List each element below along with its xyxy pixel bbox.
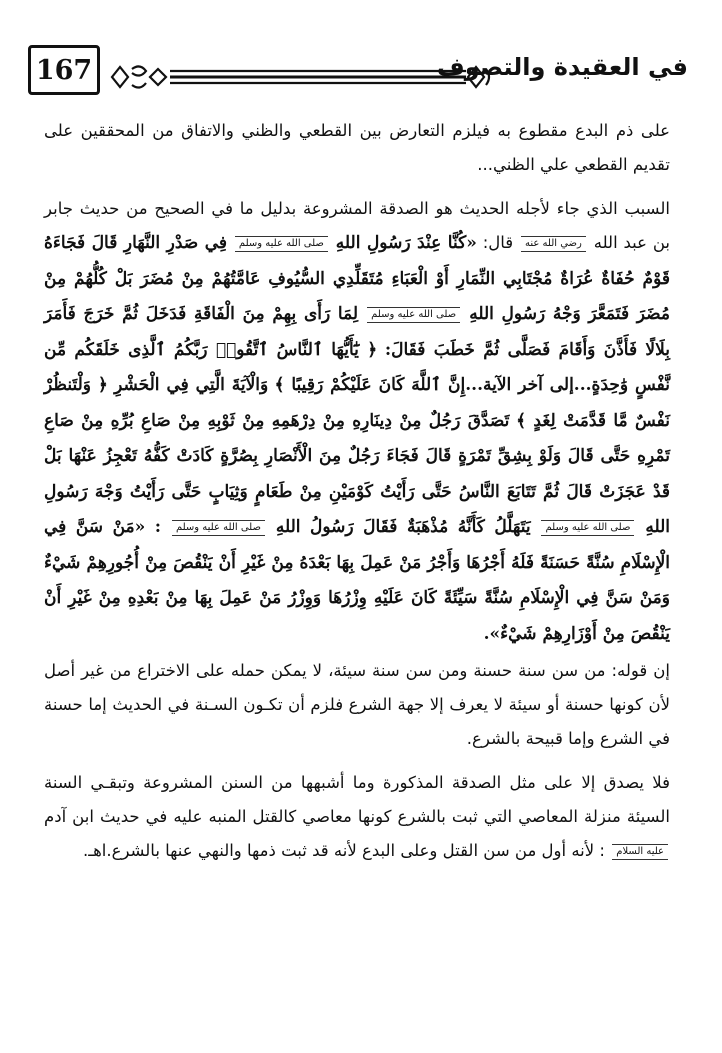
quran-verse-1: ﴿ يَٰٓأَيُّهَا ٱلنَّاسُ ٱتَّقُوا۟ رَبَّكُمُ ٱلَّذِى خَلَقَكُم مِّن نَّفْسٍ وَٰحِدَةٍ...إلى آخر الآية...إِنَّ ٱللَّهَ كَانَ عَلَيْكُمْ رَقِيبًا ﴾ — [44, 339, 671, 395]
page-header — [28, 45, 688, 103]
paragraph-1 — [44, 114, 670, 182]
hadith-part-4: وَالْآيَةَ الَّتِي فِي الْحَشْرِ — [114, 375, 269, 395]
running-title: في العقيدة والتصوف — [436, 53, 688, 81]
paragraph-2-text: السبب الذي جاء لأجله الحديث هو الصدقة المشروعة بدليل ما في الصحيح من حديث جابر بن عبد الله — [44, 199, 670, 252]
paragraph-2 — [44, 192, 670, 652]
paragraph-5 — [44, 766, 670, 868]
paragraph-5-end: : لأنه أول من سن القتل وعلى البدع لأنه قد ثبت ذمها والنهي عنها بالشرع.اهـ. — [82, 841, 605, 860]
hadith-part-6: يَتَهَلَّلُ كَأَنَّهُ مُذْهَبَةٌ فَقَالَ رَسُولُ اللهِ — [275, 517, 531, 537]
paragraph-5-text: فلا يصدق إلا على مثل الصدقة المذكورة وما أشبهها من السنن المشروعة وتبقـي السنة السيئة منزلة المعاصي التي ثبت بالشرع كونها معاصي كالقتل المنبه عليه في حديث ابن آدم — [44, 773, 670, 826]
alayhi-salam-ligature: عليه السلام — [612, 844, 668, 860]
quran-verse-2: ﴿ وَلْتَنظُرْ نَفْسٌ مَّا قَدَّمَتْ لِغَدٍ ﴾ — [44, 375, 671, 431]
page-number: 167 — [28, 45, 100, 95]
salutation-ligature: صلى الله عليه وسلم — [172, 520, 265, 536]
hadith-part-2: فِي صَدْرِ النَّهَارِ قَالَ فَجَاءَهُ قَوْمٌ حُفَاةٌ عُرَاةٌ مُجْتَابِي النِّمَارِ أَوْ الْعَبَاءِ مُتَقَلِّدِي السُّيُوفِ عَامَّتُهُمْ مِنْ مُضَرَ بَلْ كُلُّهُمْ مِنْ مُضَرَ فَتَمَعَّرَ وَجْهُ رَسُولِ اللهِ — [44, 233, 671, 324]
hadith-part-7: : «مَنْ سَنَّ فِي الْإِسْلَامِ سُنَّةً حَسَنَةً فَلَهُ أَجْرُهَا وَأَجْرُ مَنْ عَمِلَ بِهَا بَعْدَهُ مِنْ غَيْرِ أَنْ يَنْقُصَ مِنْ أُجُورِهِمْ شَيْءٌ وَمَنْ سَنَّ فِي الْإِسْلَامِ سُنَّةً سَيِّئَةً كَانَ عَلَيْهِ وِزْرُهَا وَوِزْرُ مَنْ عَمِلَ بِهَا مِنْ بَعْدِهِ مِنْ غَيْرِ أَنْ يَنْقُصَ مِنْ أَوْزَارِهِمْ شَيْءٌ». — [44, 517, 670, 644]
paragraph-1-text: على ذم البدع مقطوع به فيلزم التعارض بين القطعي والظني والاتفاق من المحققين على تقديم القطعي علي الظني... — [44, 121, 670, 174]
paragraph-2-qala: قال: — [482, 233, 514, 252]
paragraph-4-text: إن قوله: من سن سنة حسنة ومن سن سنة سيئة، لا يمكن حمله على الاختراع من غير أصل لأن كونها حسنة أو سيئة لا يعرف إلا جهة الشرع فلزم أن تكـون السـنة في الحديث إما حسنة في الشرع وإما قبيحة بالشرع. — [44, 661, 670, 748]
salutation-ligature: صلى الله عليه وسلم — [235, 236, 328, 252]
salutation-ligature: صلى الله عليه وسلم — [367, 307, 460, 323]
hadith-part-3: لِمَا رَأَى بِهِمْ مِنَ الْفَاقَةِ فَدَخَلَ ثُمَّ خَرَجَ فَأَمَرَ بِلَالًا فَأَذَّنَ وَأَقَامَ فَصَلَّى ثُمَّ خَطَبَ فَقَالَ: — [44, 304, 670, 360]
salutation-ligature: صلى الله عليه وسلم — [541, 520, 634, 536]
paragraph-4 — [44, 654, 670, 756]
hadith-part-1: «كُنَّا عِنْدَ رَسُولِ اللهِ — [335, 233, 477, 253]
page-body — [44, 114, 670, 870]
honorific-ligature: رضي الله عنه — [521, 236, 586, 252]
hadith-part-5: تَصَدَّقَ رَجُلٌ مِنْ دِينَارِهِ مِنْ دِرْهَمِهِ مِنْ ثَوْبِهِ مِنْ صَاعِ بُرِّهِ مِنْ صَاعِ تَمْرِهِ حَتَّى قَالَ وَلَوْ بِشِقِّ تَمْرَةٍ قَالَ فَجَاءَ رَجُلٌ مِنَ الْأَنْصَارِ بِصُرَّةٍ كَادَتْ كَفُّهُ تَعْجِزُ عَنْهَا بَلْ قَدْ عَجَزَتْ قَالَ ثُمَّ تَتَابَعَ النَّاسُ حَتَّى رَأَيْتُ كَوْمَيْنِ مِنْ طَعَامٍ وَثِيَابٍ حَتَّى رَأَيْتُ وَجْهَ رَسُولِ اللهِ — [44, 410, 671, 537]
